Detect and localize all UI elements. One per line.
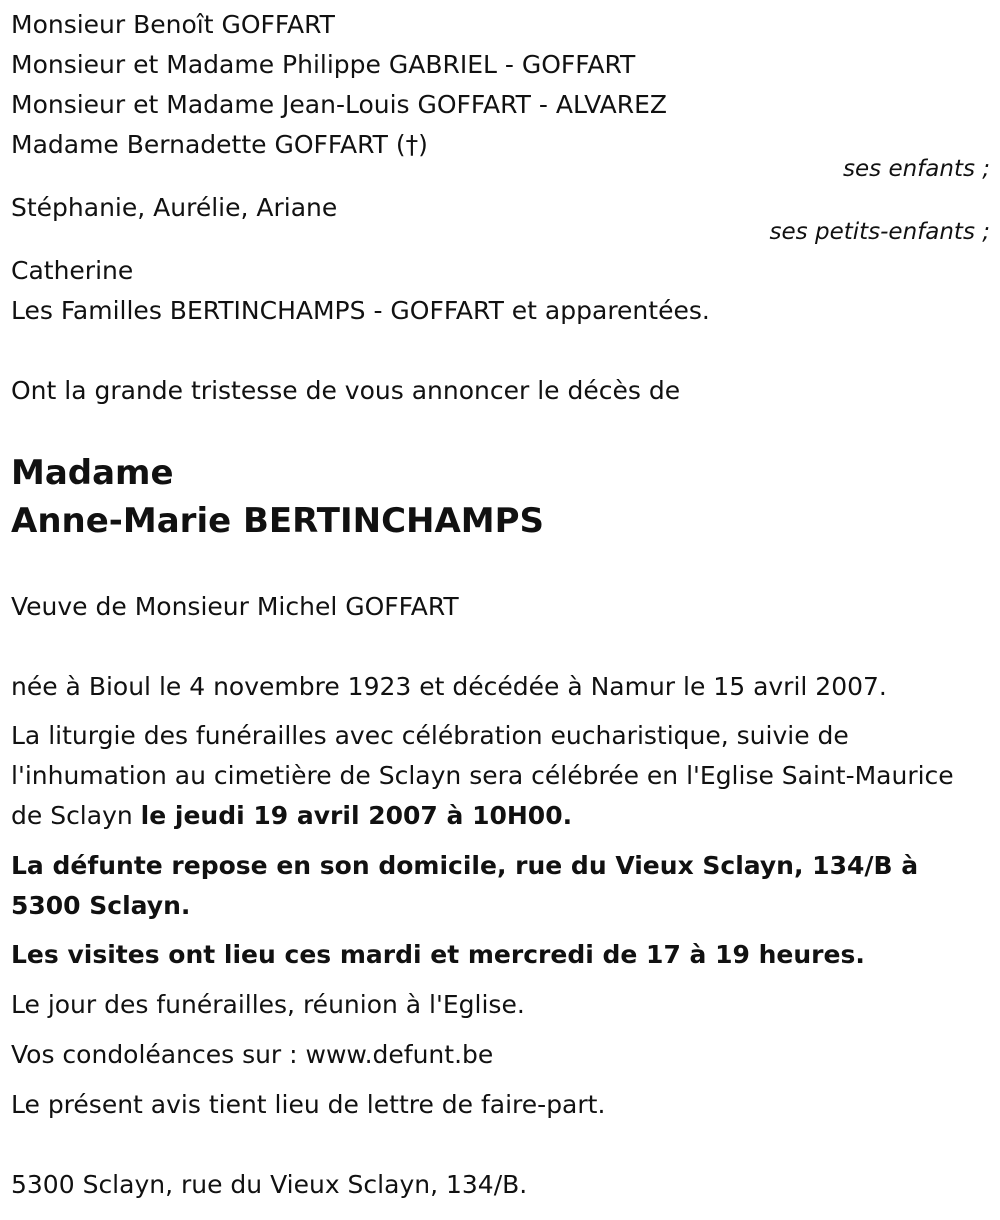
- birth-death: née à Bioul le 4 novembre 1923 et décédée à Namur le 15 avril 2007.: [11, 672, 887, 701]
- liturgy-text: La liturgie des funérailles avec célébration eucharistique, suivie de l'inhumation au cimetière de Sclayn sera célébrée en l'Eglise Saint-Maurice de Sclayn: [11, 721, 954, 830]
- widow-of: Veuve de Monsieur Michel GOFFART: [11, 592, 459, 621]
- other-relative: Catherine: [11, 256, 134, 285]
- grandchildren-label: ses petits-enfants ;: [769, 219, 990, 245]
- deceased-name: Anne-Marie BERTINCHAMPS: [11, 501, 545, 541]
- address: 5300 Sclayn, rue du Vieux Sclayn, 134/B.: [11, 1170, 528, 1199]
- grandchildren: Stéphanie, Aurélie, Ariane: [11, 193, 338, 222]
- children-label: ses enfants ;: [843, 156, 990, 182]
- visits-info: Les visites ont lieu ces mardi et mercredi de 17 à 19 heures.: [11, 940, 865, 969]
- child-4: Madame Bernadette GOFFART (†): [11, 130, 428, 159]
- liturgy-date: le jeudi 19 avril 2007 à 10H00.: [140, 801, 573, 830]
- announcement: Ont la grande tristesse de vous annoncer le décès de: [11, 376, 681, 405]
- meeting-info: Le jour des funérailles, réunion à l'Eglise.: [11, 990, 525, 1019]
- repose-info: La défunte repose en son domicile, rue du Vieux Sclayn, 134/B à 5300 Sclayn.: [11, 851, 919, 920]
- liturgy-paragraph: [11, 716, 986, 836]
- condolences-info: Vos condoléances sur : www.defunt.be: [11, 1040, 494, 1069]
- other-families: Les Familles BERTINCHAMPS - GOFFART et apparentées.: [11, 296, 710, 325]
- child-3: Monsieur et Madame Jean-Louis GOFFART - ALVAREZ: [11, 90, 668, 119]
- child-2: Monsieur et Madame Philippe GABRIEL - GOFFART: [11, 50, 636, 79]
- notice-info: Le présent avis tient lieu de lettre de faire-part.: [11, 1090, 606, 1119]
- deceased-title: Madame: [11, 453, 174, 493]
- child-1: Monsieur Benoît GOFFART: [11, 10, 335, 39]
